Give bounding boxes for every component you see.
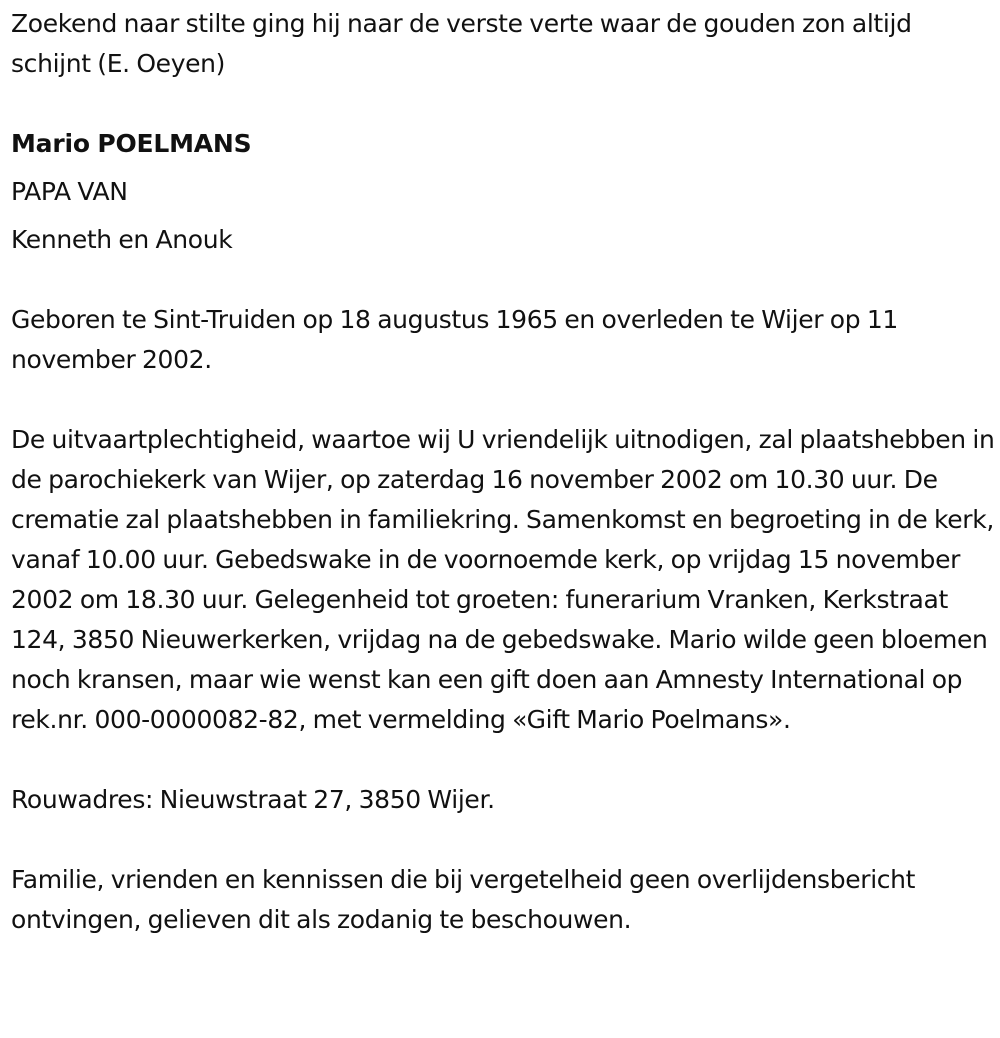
motto-quote: Zoekend naar stilte ging hij naar de verste verte waar de gouden zon altijd schijnt (E. Oeyen)	[11, 9, 912, 78]
children-names: Kenneth en Anouk	[11, 225, 233, 254]
obituary-document	[11, 4, 996, 940]
deceased-name: Mario POELMANS	[11, 129, 252, 158]
closing-note: Familie, vrienden en kennissen die bij vergetelheid geen overlijdensbericht ontvingen, gelieven dit als zodanig te beschouwen.	[11, 865, 916, 934]
birth-death-paragraph: Geboren te Sint-Truiden op 18 augustus 1965 en overleden te Wijer op 11 november 2002.	[11, 305, 898, 374]
relation-title: PAPA VAN	[11, 177, 128, 206]
ceremony-paragraph: De uitvaartplechtigheid, waartoe wij U vriendelijk uitnodigen, zal plaatshebben in de parochiekerk van Wijer, op zaterdag 16 november 2002 om 10.30 uur. De crematie zal plaatshebben in familiekring. Samenkomst en begroeting in de kerk, vanaf 10.00 uur. Gebedswake in de voornoemde kerk, op vrijdag 15 november 2002 om 18.30 uur. Gelegenheid tot groeten: funerarium Vranken, Kerkstraat 124, 3850 Nieuwerkerken, vrijdag na de gebedswake. Mario wilde geen bloemen noch kransen, maar wie wenst kan een gift doen aan Amnesty International op rek.nr. 000-0000082-82, met vermelding «Gift Mario Poelmans».	[11, 425, 995, 734]
mourning-address: Rouwadres: Nieuwstraat 27, 3850 Wijer.	[11, 785, 495, 814]
